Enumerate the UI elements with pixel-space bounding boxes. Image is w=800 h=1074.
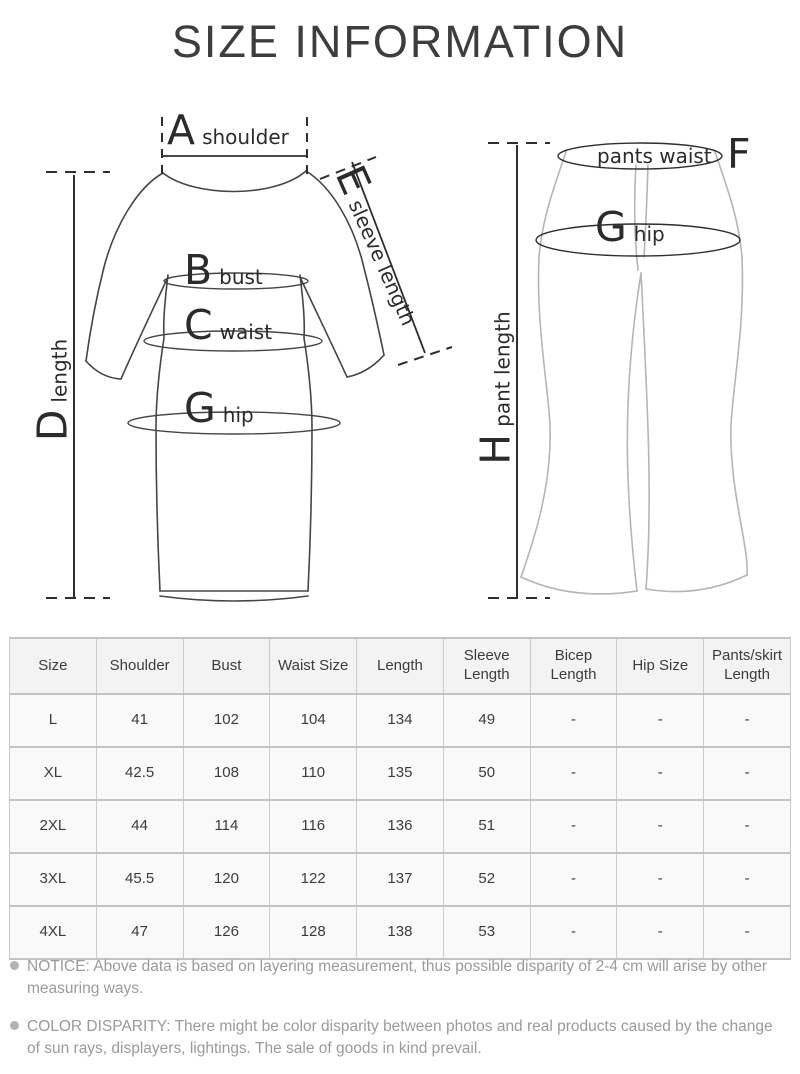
- pant-length-letter: H: [471, 433, 520, 465]
- value-cell: 108: [183, 747, 270, 800]
- value-cell: 52: [443, 853, 530, 906]
- column-header: Bicep Length: [530, 638, 617, 694]
- table-row: [10, 747, 791, 800]
- notice-title: NOTICE:: [27, 958, 90, 975]
- shoulder-label: [167, 106, 289, 154]
- waist-label: [184, 301, 273, 349]
- pants-hip-label: [595, 203, 665, 251]
- value-cell: -: [617, 906, 704, 959]
- column-header: Shoulder: [96, 638, 183, 694]
- value-cell: 136: [357, 800, 444, 853]
- value-cell: 138: [357, 906, 444, 959]
- size-table-header: [10, 638, 791, 694]
- value-cell: 41: [96, 694, 183, 747]
- dress-hip-letter: G: [184, 384, 216, 432]
- value-cell: 116: [270, 800, 357, 853]
- pants-hip-word: hip: [633, 222, 665, 246]
- waist-word: waist: [219, 320, 273, 344]
- bust-label: [184, 246, 263, 294]
- dress-outline: [86, 171, 384, 601]
- column-header: Length: [357, 638, 444, 694]
- value-cell: -: [617, 694, 704, 747]
- value-cell: 128: [270, 906, 357, 959]
- value-cell: 120: [183, 853, 270, 906]
- value-cell: 122: [270, 853, 357, 906]
- column-header: Pants/skirt Length: [704, 638, 791, 694]
- table-row: [10, 800, 791, 853]
- size-cell: 2XL: [10, 800, 97, 853]
- pants-hip-letter: G: [595, 203, 627, 251]
- value-cell: 53: [443, 906, 530, 959]
- value-cell: -: [704, 694, 791, 747]
- value-cell: -: [704, 747, 791, 800]
- value-cell: -: [617, 853, 704, 906]
- dress-measure-lines: [46, 117, 452, 598]
- value-cell: 44: [96, 800, 183, 853]
- notices: [10, 956, 788, 1074]
- dress-hip-word: hip: [222, 403, 254, 427]
- value-cell: -: [530, 800, 617, 853]
- size-cell: XL: [10, 747, 97, 800]
- column-header: Sleeve Length: [443, 638, 530, 694]
- notice-color-disparity: [10, 1016, 788, 1061]
- value-cell: -: [617, 747, 704, 800]
- value-cell: 110: [270, 747, 357, 800]
- column-header: Size: [10, 638, 97, 694]
- length-word: length: [47, 338, 72, 403]
- size-table: [9, 637, 791, 960]
- notice-text: Above data is based on layering measurement, thus possible disparity of 2-4 cm will arise by other measuring ways.: [27, 958, 768, 998]
- value-cell: 50: [443, 747, 530, 800]
- table-row: [10, 853, 791, 906]
- notice-title: COLOR DISPARITY:: [27, 1017, 171, 1035]
- shoulder-word: shoulder: [202, 125, 289, 149]
- pant-length-word: pant length: [490, 311, 515, 427]
- page-title: SIZE INFORMATION: [171, 16, 629, 67]
- value-cell: 51: [443, 800, 530, 853]
- value-cell: 104: [270, 694, 357, 747]
- pants-waist-letter: F: [727, 130, 751, 178]
- size-cell: 3XL: [10, 853, 97, 906]
- dress-hip-label: [184, 384, 254, 432]
- value-cell: -: [530, 747, 617, 800]
- sleeve-length-letter: E: [325, 158, 381, 202]
- column-header: Bust: [183, 638, 270, 694]
- value-cell: -: [704, 906, 791, 959]
- sleeve-length-word: sleeve length: [343, 196, 421, 330]
- value-cell: 137: [357, 853, 444, 906]
- size-table-body: [10, 694, 791, 959]
- shoulder-letter: A: [167, 106, 196, 154]
- table-row: [10, 694, 791, 747]
- value-cell: -: [530, 694, 617, 747]
- value-cell: 49: [443, 694, 530, 747]
- bullet-icon: [10, 961, 19, 970]
- table-row: [10, 906, 791, 959]
- pant-length-label: [471, 311, 520, 465]
- value-cell: 47: [96, 906, 183, 959]
- value-cell: -: [530, 906, 617, 959]
- size-cell: L: [10, 694, 97, 747]
- value-cell: 134: [357, 694, 444, 747]
- value-cell: -: [704, 800, 791, 853]
- value-cell: -: [704, 853, 791, 906]
- bust-word: bust: [219, 265, 263, 289]
- value-cell: -: [617, 800, 704, 853]
- length-label: [28, 338, 77, 442]
- column-header: Hip Size: [617, 638, 704, 694]
- bullet-icon: [10, 1021, 19, 1030]
- notice-text: There might be color disparity between photos and real products caused by the change of sun rays, displayers, lightings. The sale of goods in kind prevail.: [27, 1017, 773, 1058]
- value-cell: 135: [357, 747, 444, 800]
- value-cell: 126: [183, 906, 270, 959]
- measurement-diagram: [0, 95, 800, 630]
- value-cell: -: [530, 853, 617, 906]
- value-cell: 42.5: [96, 747, 183, 800]
- waist-letter: C: [184, 301, 213, 349]
- bust-letter: B: [184, 246, 213, 294]
- value-cell: 114: [183, 800, 270, 853]
- column-header: Waist Size: [270, 638, 357, 694]
- size-cell: 4XL: [10, 906, 97, 959]
- notice-measurement: [10, 956, 788, 1001]
- pants-waist-label: pants waist: [597, 144, 712, 168]
- length-letter: D: [28, 409, 77, 442]
- value-cell: 45.5: [96, 853, 183, 906]
- value-cell: 102: [183, 694, 270, 747]
